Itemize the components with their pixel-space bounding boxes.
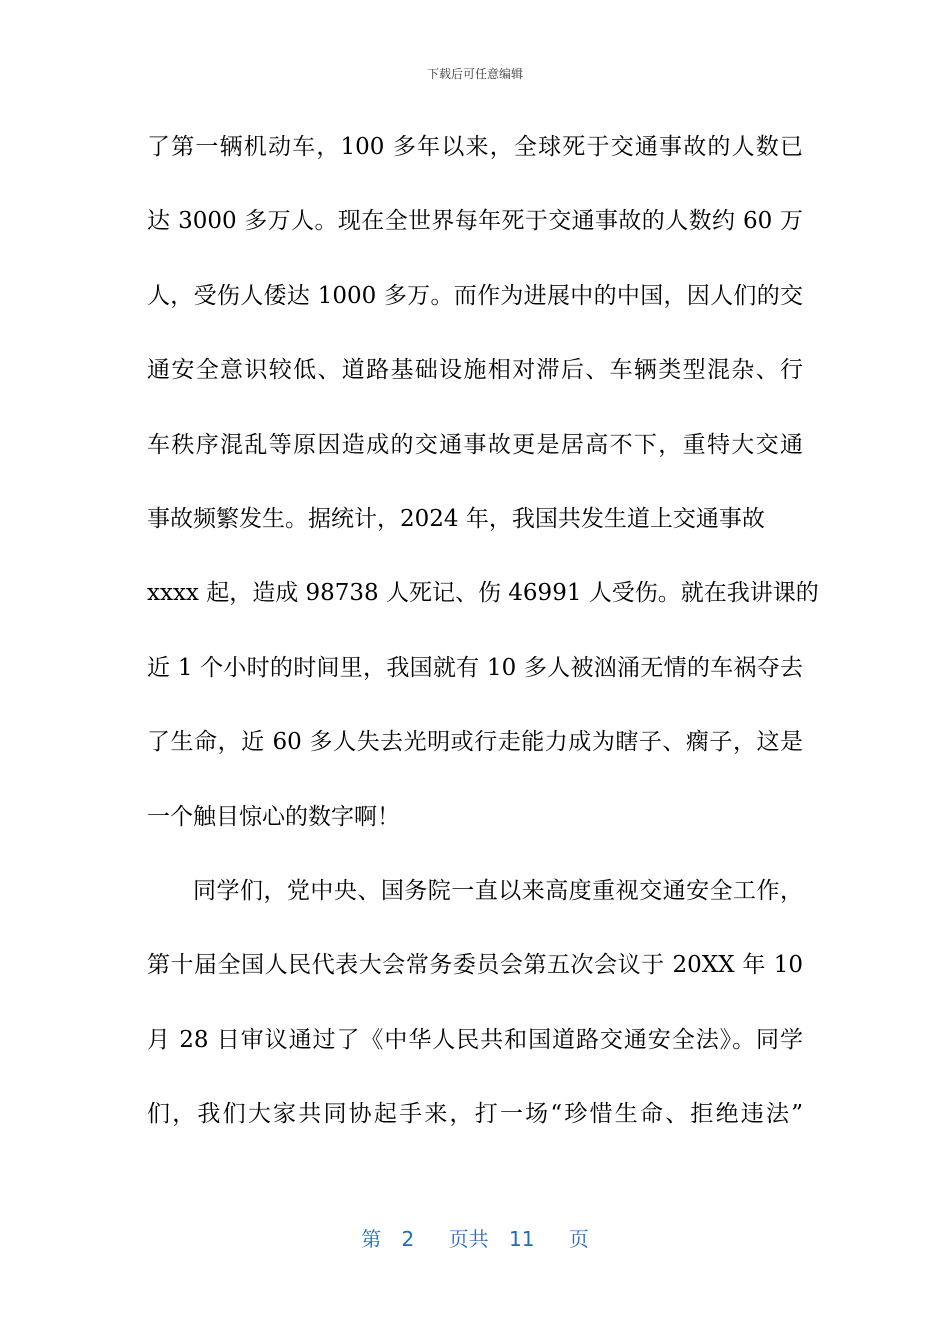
text-line: 同学们，党中央、国务院一直以来高度重视交通安全工作，: [193, 877, 803, 904]
text-line: 第十届全国人民代表大会常务委员会第五次会议于 20XX 年 10: [147, 952, 803, 979]
footer-middle: 页共: [448, 1227, 489, 1251]
text-line: xxxx 起，造成 98738 人死记、伤 46991 人受伤。就在我讲课的: [147, 580, 819, 607]
header-note: 下载后可任意编辑: [426, 67, 523, 81]
text-line: 近 1 个小时的时间里，我国就有 10 多人被汹涌无情的车祸夺去: [147, 654, 803, 681]
text-line: 车秩序混乱等原因造成的交通事故更是居高不下，重特大交通: [147, 431, 803, 458]
page-header: [0, 66, 950, 82]
text-line: 们，我们大家共同协起手来，打一场“珍惜生命、拒绝违法”: [147, 1101, 803, 1128]
footer-prefix: 第: [361, 1227, 382, 1251]
total-pages-number: 11: [509, 1227, 535, 1251]
footer-suffix: 页: [568, 1227, 589, 1251]
page-footer: [0, 1225, 950, 1253]
text-line: 一个触目惊心的数字啊！: [147, 803, 400, 830]
text-line: 了生命，近 60 多人失去光明或行走能力成为瞎子、瘸子，这是: [147, 729, 803, 756]
text-line: 人，受伤人倭达 1000 多万。而作为进展中的中国，因人们的交: [147, 282, 803, 309]
text-line: 通安全意识较低、道路基础设施相对滞后、车辆类型混杂、行: [147, 357, 803, 384]
current-page-number: 2: [401, 1227, 415, 1251]
text-line: 月 28 日审议通过了《中华人民共和国道路交通安全法》。同学: [147, 1026, 803, 1053]
text-line: 了第一辆机动车，100 多年以来，全球死于交通事故的人数已: [147, 134, 803, 160]
document-body: [147, 124, 819, 1165]
text-line: 达 3000 多万人。现在全世界每年死于交通事故的人数约 60 万: [147, 208, 803, 235]
text-line: 事故频繁发生。据统计，2024 年，我国共发生道上交通事故: [147, 505, 765, 532]
